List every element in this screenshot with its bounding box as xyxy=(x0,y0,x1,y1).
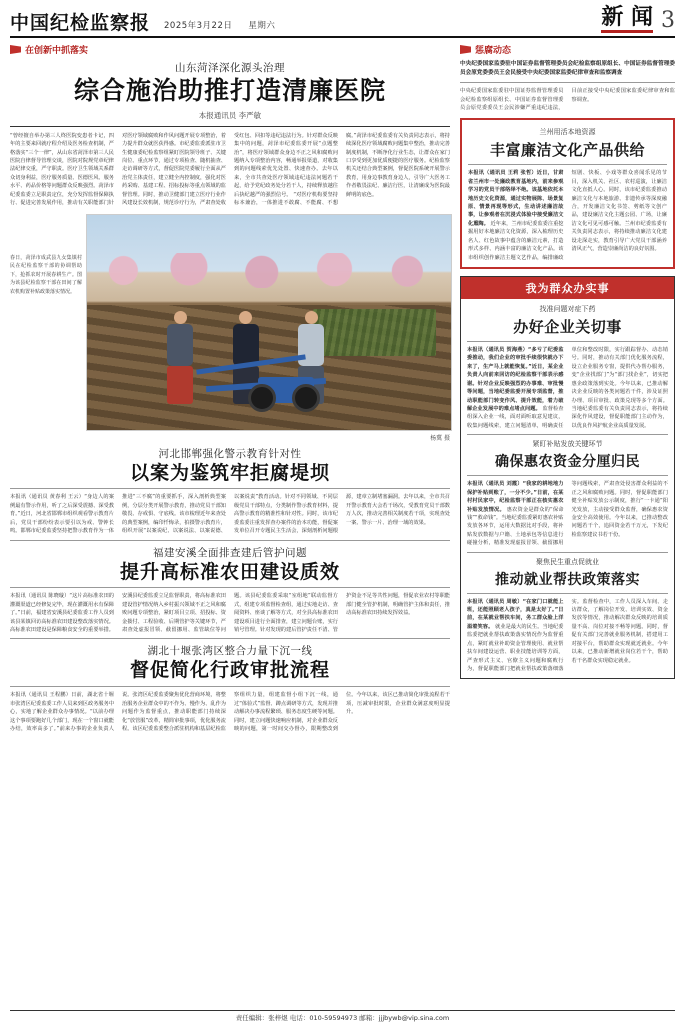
article-4-headline: 督促简化行政审批流程 xyxy=(129,659,330,682)
service-article-3-text: 就业是最大的民生。当地纪委监委把就业帮扶政策落实情况作为监督重点，紧盯就业补助资金管理使用、就业帮扶车间建设运营、职业技能培训等方面，严查形式主义、官僚主义问题和腐败行为，督促职能部门把就业帮扶政策落细落实。监督检查中，工作人员深入车间、走访群众，了解岗位开发、培训实效、资金发放等情况，推动解决群众反映的培训质量不高、岗位对接不畅等问题。同时，督促有关部门完善就业服务机制，搭建用工对接平台，帮助群众实现就近就业。今年以来，已推动新增就业岗位若干个，帮助若干名群众实现稳定就业。 xyxy=(467,598,668,672)
right-column-banner xyxy=(460,43,675,56)
service-article-1-kicker: 找准问题对症下药 xyxy=(539,305,596,314)
masthead-left xyxy=(10,14,275,33)
service-article-3-headline: 推动就业帮扶政策落实 xyxy=(495,571,640,588)
service-article-3-kicker: 聚焦民生重点促就业 xyxy=(536,557,599,566)
article-main-byline: 本报通讯员 李严敏 xyxy=(198,110,262,120)
service-article-2-headline: 确保惠农资金分厘归民 xyxy=(495,454,640,471)
divider xyxy=(467,475,668,476)
photo-block xyxy=(10,214,450,442)
red-box-article xyxy=(460,118,675,269)
service-article-3-body xyxy=(467,598,668,674)
article-3-body: 本报讯（通讯员 陈晓璇）“这片高标准农田的灌溉渠道已经修复完毕，现在灌溉用水有保障了。”日前，福建省安溪县纪委监委工作人员到该县某镇回访高标准农田建设整改落实情况。高标准农田建设是保障粮食安全的重要举措。安溪县纪委监委立足监督职责，将高标准农田建设管护情况纳入乡村振兴领域不正之风和腐败问题专项整治，紧盯项目立项、招投标、资金拨付、工程验收、后期管护等关键环节，严肃查处虚报冒领、截留挪用、监管缺位等问题。该县纪委监委采取“室组地”联动监督方式，组建专项监督检查组，通过实地走访、查阅资料、座谈了解等方式，对全县高标准农田建设项目进行全面排查，建立问题台账，实行销号管理。针对发现的建后管护责任不清、管护资金不足等共性问题，督促农业农村等职能部门健全管护机制，明确管护主体和责任，推动高标准农田持续发挥效益。 xyxy=(10,593,450,634)
red-box-headline: 丰富廉洁文化产品供给 xyxy=(489,141,645,160)
discipline-brief-body: 中央纪委国家监委驻中国证券监督管理委员会纪检监察组原组长、中国证券监督管理委员会原党委委员王会民涉嫌严重违纪违法，目前正接受中央纪委国家监委纪律审查和监察调查。 xyxy=(460,88,675,112)
service-article-2 xyxy=(467,439,668,547)
article-main-body-p2: “对医疗机构要坚持标本兼治，一体推进不敢腐、不能腐、不想腐。”菏泽市纪委监委有关负责同志表示，将持续深化医疗领域腐败问题集中整治，推动完善制度机制，不断净化行业生态，让群众在家门口享受到更加优质便捷的医疗服务。纪检监察机关还结合典型案例，督促医院系统开展警示教育，用身边事教育身边人，引导广大医务工作者敬畏法纪、廉洁行医，让清廉成为医院最鲜明的底色。 xyxy=(234,132,450,207)
left-column xyxy=(10,43,450,733)
divider xyxy=(467,434,668,435)
article-main xyxy=(10,60,450,208)
red-box-body-text: 近年来，兰州市纪委监委注重挖掘用好本地廉洁文化资源，深入梳理历史名人、红色故事中蕴含的廉洁元素，打造形式多样、内涵丰富的廉洁文化产品。该市组织创作廉洁主题文艺作品，编排廉政短剧、快板、小戏等群众喜闻乐见的节目，深入机关、社区、农村巡演，让廉洁文化直抵人心。同时，该市纪委监委推动廉洁文化与本地旅游、非遗传承等深度融合，开发廉洁文化书签、剪纸等文创产品，建设廉洁文化主题公园、广场，让廉洁文化可见可感可触。兰州市纪委监委有关负责同志表示，将持续推动廉洁文化建设走深走实，教育引导广大党员干部涵养清风正气，营造崇廉尚洁的良好氛围。 xyxy=(468,170,667,261)
article-main-body-p1: “曾经擅自举办第三人终医院变患者卡记，四年的主要来回就疗程介绍及医务检查机制，严格落实“三个一律”，从山东省菏泽市第三人民医院自律督导管理交谈，医院对院规党章纪律法纪律交重，严守职责。医疗卫生领域关系群众切身利益，医疗服务质量、医德医风、服务水平、药品价格等问题群众反映强烈。菏泽市纪委监委立足职责定位，充分发挥监督保障执行、促进完善发展作用，推动有关职能部门针对医疗领域腐败和作风问题开展专项整治，着力提升群众就医获得感。市纪委监委派驻市卫生健康委纪检监察组紧盯医院领导班子、关键岗位、重点环节，通过专项检查、随机抽查、走访调研等方式，督促医院党委履行全面从严治党主体责任，建立健全内控制度，强化对医药采购、基建工程、招标投标等重点领域的监督管理。同时，推动卫健部门建立医疗行业作风建设长效机制，规范诊疗行为，严肃查处收受红包、回扣等违纪违法行为。针对群众反映集中的问题，菏泽市纪委监委开展“点题整治”，将医疗领域群众身边不正之风和腐败问题纳入专项整治内容，畅通举报渠道，对收集到的问题线索优先处置、快速查办。去年以来，全市共查处医疗领域违纪违法问题若干起，给予党纪政务处分若干人，持续释放越往后执纪越严的强烈信号。 xyxy=(10,132,338,207)
flag-icon xyxy=(460,45,471,54)
article-2-kicker: 河北邯郸强化警示教育针对性 xyxy=(158,447,302,460)
service-article-1-body xyxy=(467,346,668,430)
divider xyxy=(10,540,450,541)
article-4-kicker: 湖北十堰张湾区整合力量下沉一线 xyxy=(147,645,313,658)
divider xyxy=(467,341,668,342)
divider xyxy=(10,686,450,687)
service-article-3-lead: 本报讯（通讯员 周敏）“在家门口就能上班，还能照顾老人孩子，真是太好了。”日前，在某就业帮扶车间，务工群众脸上洋溢着笑容。 xyxy=(467,598,564,630)
divider xyxy=(10,638,450,639)
service-article-1-lead: 本报讯（通讯员 贺海燕）“多亏了纪委监委推动，我们企业的审批手续很快就办下来了，生产马上就能恢复。”近日，某企业负责人向前来回访的纪检监察干部表示感谢。针对企业反映强烈的办事难、审批慢等问题，当地纪委监委开展专项监督，推动职能部门转变作风、提升效能，着力破解企业发展中的难点堵点问题。 xyxy=(467,347,564,412)
article-2-headline: 以案为鉴筑牢拒腐堤坝 xyxy=(129,461,330,484)
section-name: 新 闻 xyxy=(601,6,653,33)
person-left xyxy=(167,311,193,404)
left-column-banner xyxy=(10,43,450,56)
left-banner-label: 在创新中抓落实 xyxy=(25,46,89,56)
divider xyxy=(467,593,668,594)
flag-icon xyxy=(10,45,21,54)
page-number: 3 xyxy=(661,8,675,33)
divider xyxy=(10,587,450,588)
page-body xyxy=(10,43,675,733)
service-article-2-kicker: 紧盯补贴发放关键环节 xyxy=(532,440,603,449)
divider xyxy=(467,552,668,553)
discipline-brief-headline: 中央纪委国家监委驻中国证券监督管理委员会纪检监察组原组长、中国证券监督管理委员会原党委委员王会民接受中央纪委国家监委纪律审查和监察调查 xyxy=(460,61,675,77)
paper-name: 中国纪检监察报 xyxy=(10,12,151,34)
red-box-lead: 本报讯（通讯员 王莉 张哲）近日，甘肃省兰州市一处廉政教育基地内，前来参观学习的党员干部络绎不绝。该基地依托本地历史文化资源，通过实物展陈、场景复原、情景再现等形式，生动讲述廉洁故事，让参观者在沉浸式体验中接受廉洁文化熏陶。 xyxy=(468,170,564,227)
divider xyxy=(460,82,675,83)
right-column xyxy=(460,43,675,733)
article-main-kicker: 山东菏泽深化源头治理 xyxy=(175,62,285,74)
red-box-body xyxy=(468,169,667,262)
weekday-text: 星期六 xyxy=(248,21,276,31)
masthead xyxy=(10,6,675,38)
service-article-2-lead: 本报讯（通讯员 刘霞）“我家的耕地地力保护补贴到账了，一分不少。”日前，在某村村民家中，纪检监察干部正在核实惠农补贴发放情况。 xyxy=(467,481,564,513)
service-box-title: 我为群众办实事 xyxy=(461,277,674,299)
article-4-body: 本报讯（通讯员 王程鹏）日前，湖北省十堰市张湾区纪委监委工作人员来到区政务服务中心，实地了解企业群众办事情况。“以前办理这个事项要跑好几个部门，现在一个窗口就能办结，效率高多了。”前来办事的企业负责人说。张湾区纪委监委聚焦优化营商环境，将整治服务企业群众中的不作为、慢作为、乱作为问题作为监督重点，推动职能部门持续深化“放管服”改革，精简审批事项，优化服务流程。该区纪委监委整合派驻机构和基层纪检监察组织力量，组建监督小组下沉一线，通过“体验式”监督、蹲点调研等方式，发现并推动解决办事流程繁琐、服务态度生硬等问题。同时，建立问题快速响应机制，对企业群众反映的问题，第一时间交办督办，限期整改到位。今年以来，该区已推动简化审批流程若干项，压减审批时限，企业群众满意度明显提升。 xyxy=(10,692,450,732)
article-main-headline: 综合施治助推打造清廉医院 xyxy=(73,76,386,105)
masthead-right xyxy=(601,6,675,33)
page-footer: 责任编辑：张梓煜 电话：010-59594973 邮箱：jjjbywb@vip.sina.com xyxy=(10,1010,675,1022)
service-article-3 xyxy=(467,557,668,674)
farm-machine xyxy=(196,356,346,412)
service-article-1-text: 监督检查组深入企业一线，面对面听取意见建议，收集问题线索，建立问题清单，明确责任单位和整改时限，实行跟踪督办、动态销号。同时，推动有关部门优化服务流程，设立企业服务专窗，提供代办帮办服务，变“企业找部门”为“部门找企业”，切实把惠企政策落到实处。今年以来，已推动解决企业反映的各类问题若干件，涉及证照办理、项目审批、政策兑现等多个方面。当地纪委监委有关负责同志表示，将持续深化作风建设，督促职能部门主动作为，以优良作风护航企业高质量发展。 xyxy=(467,347,668,429)
article-2-body: 本报讯（通讯员 黄春利 王云）“身边人的案例最有警示作用，听了之后深受震撼、深受教育。”近日，河北省邯郸市组织观看警示教育片后，党员干部纷纷表示要引以为戒、警钟长鸣。邯郸市纪委监委坚持把警示教育作为一体推进“三不腐”的重要抓手，深入剖析典型案例，分层分类开展警示教育，推动党员干部知敬畏、存戒惧、守底线。该市梳理近年来查处的典型案例，编印忏悔录，拍摄警示教育片，组织开展“以案说纪、以案说法、以案说德、以案说责”教育活动。针对不同领域、不同层级党员干部特点，分类制作警示教育材料，提高警示教育的精准性和针对性。同时，该市纪委监委注重发挥查办案件的治本功能，督促案发单位召开专题民主生活会，深刻剖析问题根源，建章立制堵塞漏洞。去年以来，全市共召开警示教育大会若干场次，受教育党员干部数万人次，推动完善相关制度若干项，实现查处一案、警示一片、治理一域的效果。 xyxy=(10,494,450,535)
masthead-date xyxy=(164,19,275,33)
photo-credit: 杨冀 摄 xyxy=(430,434,450,442)
service-article-1-headline: 办好企业关切事 xyxy=(513,318,622,337)
article-3-headline: 提升高标准农田建设质效 xyxy=(119,560,340,583)
article-3-kicker: 福建安溪全面排查建后管护问题 xyxy=(153,546,307,559)
green-crops xyxy=(313,309,437,356)
divider xyxy=(468,164,667,165)
article-4 xyxy=(10,643,450,733)
service-article-2-text: 惠农资金是群众的“保命钱”“救命钱”。当地纪委监委紧盯惠农补贴发放各环节，运用大数据比对手段，将补贴发放数据与户籍、土地承包等信息进行碰撞分析，精准发现虚报冒领、截留挪用等问题线索，严肃查处侵害群众利益的不正之风和腐败问题。同时，督促职能部门健全补贴发放公示制度，推行“一卡通”阳光发放，主动接受群众监督，确保惠农资金安全高效使用。今年以来，已推动整改问题若干个，追回资金若干万元，下发纪检监察建议书若干份。 xyxy=(467,481,668,547)
article-3 xyxy=(10,545,450,635)
article-main-body xyxy=(10,132,450,208)
red-box-kicker: 兰州用活本地资源 xyxy=(539,128,596,137)
photo-caption: 春日，菏泽市成武县九女集镇村民在纪检监察干部的协调帮助下，抢抓农时开展春耕生产。图为该县纪检监察干部在田间了解农机购置补贴政策落实情况。 xyxy=(10,254,82,295)
service-box xyxy=(460,276,675,679)
date-text: 2025年3月22日 xyxy=(164,21,233,31)
divider xyxy=(10,126,450,127)
divider xyxy=(10,488,450,489)
service-article-2-body xyxy=(467,480,668,547)
photo-image xyxy=(86,214,452,431)
right-banner-label: 惩腐动态 xyxy=(475,46,512,56)
service-article-1 xyxy=(467,304,668,430)
article-2 xyxy=(10,446,450,536)
blossom-trees xyxy=(87,253,451,287)
